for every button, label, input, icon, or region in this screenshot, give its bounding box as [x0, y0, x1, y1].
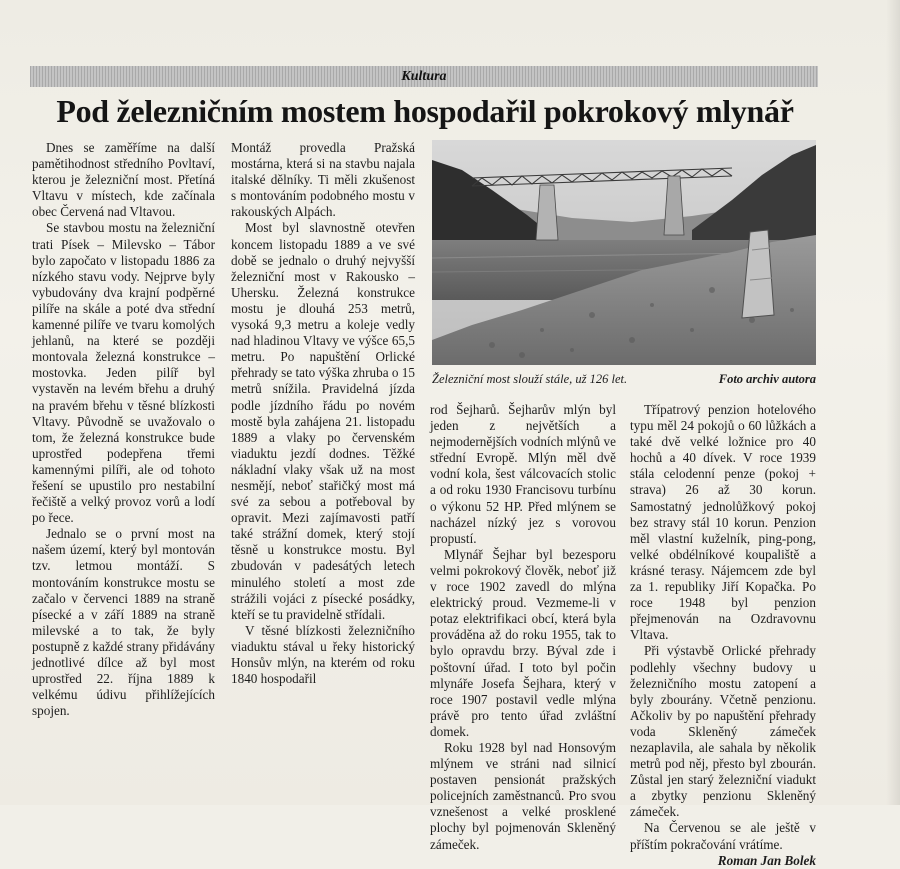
paragraph: V těsné blízkosti železničního viaduktu stával u řeky historický Honsův mlýn, na kterém od roku 1840 hospodařil	[231, 622, 415, 687]
photo-caption-row	[432, 372, 816, 387]
photo-caption: Železniční most slouží stále, už 126 let.	[432, 372, 628, 386]
headline: Pod železničním mostem hospodařil pokrokový mlynář	[56, 93, 794, 129]
paragraph: Roku 1928 byl nad Honsovým mlýnem ve stráni nad silnicí postaven pensionát pražských policejních zaměstnanců. Pro svou vznešenost a velké prosklené plochy byl pojmenován Skleněný zámeček.	[430, 739, 616, 852]
paragraph: rod Šejharů. Šejharův mlýn byl jeden z největších a nejmodernějších vodních mlýnů ve střední Evropě. Mlýn měl dvě vodní kola, šest válcovacích stolic a od roku 1930 Francisovu turbínu o výkonu 52 HP. Před mlýnem se nacházel nízký jez s vorovou propustí.	[430, 402, 616, 546]
paragraph: Jednalo se o první most na našem území, který byl montován tzv. letmou montáží. S montováním konstrukce mostu se začalo v červenci 1889 na straně písecké a v září 1889 na straně milevské a to tak, že byly postupně z každé strany přidávány jednotlivé dílce až byl most uprostřed 22. října 1889 k velkému údivu přihlížejících spojen.	[32, 526, 215, 719]
paragraph: Montáž provedla Pražská mostárna, která si na stavbu najala italské dělníky. Ti měli zkušenost s montováním podobného mostu v rakouských Alpách.	[231, 140, 415, 220]
article-column-1	[32, 140, 215, 719]
paragraph: Třípatrový penzion hotelového typu měl 24 pokojů o 60 lůžkách a také dvě velké ložnice pro 40 hochů a 40 dívek. V roce 1939 stála celodenní penze (pokoj + strava) 26 až 30 korun. Samostatný jednolůžkový pokoj bez stravy stál 10 korun. Penzion měl vlastní kuželník, ping-pong, velké obdélníkové koupaliště a krásné terasy. Nájemcem zde byl za 1. republiky Jiří Kopačka. Po roce 1948 byl penzion přejmenován na Ozdravovnu Vltava.	[630, 402, 816, 643]
article-column-4	[630, 402, 816, 869]
scan-edge-shadow	[886, 0, 900, 805]
author-byline: Roman Jan Bolek	[717, 852, 816, 868]
paragraph: Na Červenou se ale ještě v příštím pokračování vrátíme.	[630, 820, 816, 852]
paragraph: Most byl slavnostně otevřen koncem listopadu 1889 a ve své době se jednalo o druhý nejvyšší železniční most v Rakousko – Uhersku. Železná konstrukce mostu je dlouhá 253 metrů, vysoká 9,3 metru a koleje vedly nad hladinou Vltavy ve výšce 65,5 metru. Po napuštění Orlické přehrady se tato výška zhruba o 15 metrů snížila. Pravidelná jízda podle jízdního řádu po novém mostě byla zahájena 21. listopadu 1889 a vlaky po červenském viaduktu jezdí dodnes. Těžké nákladní vlaky však už na most nesmějí, neboť stařičký most má své za sebou a potřeboval by opravit. Mezi zajímavosti patří také strážní domek, který stojí těsně u konstrukce mostu. Byl zbudován v padesátých letech minulého století a most zde strážili vojáci z písecké posádky, kteří se tu pravidelně střídali.	[231, 220, 415, 622]
paragraph: Dnes se zaměříme na další pamětihodnost středního Povltaví, kterou je železniční most. Přetíná Vltavu v místech, kde začínala obec Červená nad Vltavou.	[32, 140, 215, 220]
paragraph: Se stavbou mostu na železniční trati Písek – Milevsko – Tábor bylo započato v listopadu 1886 za nízkého stavu vody. Nejprve byly vybudovány dva krajní podpěrné pilíře na skále a poté dva střední kamenné pilíře ve tvaru komolých jehlanů, na které se později montovala železná konstrukce – mostovka. Jeden pilíř byl vystavěn na levém břehu a druhý na pravém břehu v těsné blízkosti Vltavy. Původně se uvažovalo o tom, že železná konstrukce bude uprostřed podepřena třemi kamennými pilíři, ale od tohoto řešení se upustilo pro nestabilní řečiště a velký provoz vorů a lodí po řece.	[32, 220, 215, 526]
section-label: Kultura	[401, 69, 447, 84]
article-column-3	[430, 402, 616, 853]
section-header-bar	[30, 66, 818, 87]
bridge-photo	[432, 140, 816, 365]
bridge-photo-illustration	[432, 140, 816, 365]
article-column-2	[231, 140, 415, 687]
photo-credit: Foto archiv autora	[718, 372, 816, 386]
paragraph: Mlynář Šejhar byl bezesporu velmi pokrokový člověk, neboť již v roce 1902 zavedl do mlýna elektrický proud. Vezmeme-li v potaz elektrifikaci obcí, která byla prováděna až do roku 1955, tak to bylo opravdu brzy. Býval zde i poštovní úřad. I toto byl počin mlynáře Josefa Šejhara, který v roce 1907 postavil vedle mlýna právě pro tento úřad zvláštní domek.	[430, 546, 616, 739]
paragraph: Při výstavbě Orlické přehrady podlehly všechny budovy u železničního mostu zatopení a byly zbourány. Včetně penzionu. Ačkoliv by po napuštění přehrady voda Skleněný zámeček nezaplavila, ale sahala by několik metrů pod něj, přesto byl zbourán. Zůstal jen starý železniční viadukt a zbytky penzionu Skleněný zámeček.	[630, 643, 816, 820]
